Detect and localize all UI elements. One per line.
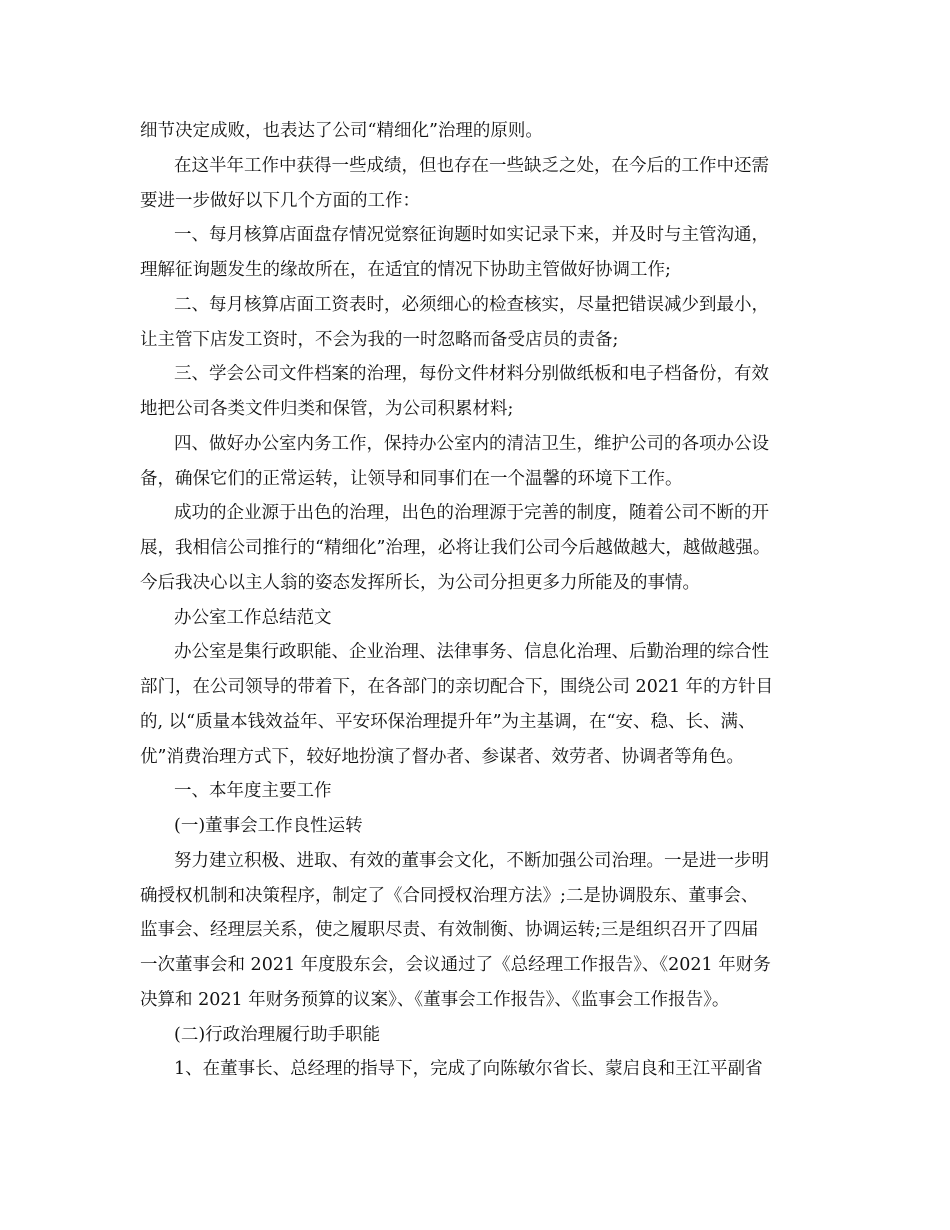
text-line: 三、学会公司文件档案的治理，每份文件材料分别做纸板和电子档备份，有效 [174, 364, 769, 385]
text-line: 优”消费治理方式下，较好地扮演了督办者、参谋者、效劳者、协调者等角色。 [140, 746, 744, 767]
text-line: 部门，在公司领导的带着下，在各部门的亲切配合下，围绕公司 2021 年的方针目 [140, 677, 774, 697]
text-line: 办公室是集行政职能、企业治理、法律事务、信息化治理、后勤治理的综合性 [174, 642, 769, 663]
text-line: 四、做好办公室内务工作，保持办公室内的清洁卫生，维护公司的各项办公设 [174, 433, 769, 454]
text-line: 让主管下店发工资时，不会为我的一时忽略而备受店员的责备; [140, 329, 619, 350]
text-line: 一次董事会和 2021 年度股东会，会议通过了《总经理工作报告》、《2021 年财务 [140, 955, 771, 975]
text-line: 1、在董事长、总经理的指导下，完成了向陈敏尔省长、蒙启良和王江平副省 [174, 1059, 763, 1080]
text-line: 二、每月核算店面工资表时，必须细心的检查核实，尽量把错误减少到最小， [174, 294, 769, 315]
text-line: 展，我相信公司推行的“精细化”治理，必将让我们公司今后越做越大，越做越强。 [140, 538, 771, 558]
text-line: 细节决定成败，也表达了公司“精细化”治理的原则。 [140, 121, 543, 141]
text-line: 理解征询题发生的缘故所在，在适宜的情况下协助主管做好协调工作; [140, 260, 671, 280]
text-line: 一、本年度主要工作 [174, 781, 332, 802]
text-line: 今后我决心以主人翁的姿态发挥所长，为公司分担更多力所能及的事情。 [140, 572, 700, 593]
text-line: 地把公司各类文件归类和保管，为公司积累材料; [140, 399, 514, 419]
text-line: 确授权机制和决策程序，制定了《合同授权治理方法》;二是协调股东、董事会、 [140, 885, 759, 906]
text-line: 成功的企业源于出色的治理，出色的治理源于完善的制度，随着公司不断的开 [174, 503, 769, 524]
text-line: 一、每月核算店面盘存情况觉察征询题时如实记录下来，并及时与主管沟通， [174, 225, 769, 246]
text-line: 办公室工作总结范文 [174, 607, 332, 628]
text-line: 决算和 2021 年财务预算的议案》、《董事会工作报告》、《监事会工作报告》。 [140, 989, 730, 1010]
text-line: 努力建立积极、进取、有效的董事会文化，不断加强公司治理。一是进一步明 [174, 850, 769, 871]
text-line: 要进一步做好以下几个方面的工作： [140, 190, 420, 211]
text-line: 备，确保它们的正常运转，让领导和同事们在一个温馨的环境下工作。 [140, 468, 683, 489]
text-line: 在这半年工作中获得一些成绩，但也存在一些缺乏之处，在今后的工作中还需 [174, 155, 769, 176]
text-line: 监事会、经理层关系，使之履职尽责、有效制衡、协调运转;三是组织召开了四届 [140, 920, 759, 941]
text-line: (二)行政治理履行助手职能 [174, 1024, 381, 1045]
text-line: (一)董事会工作良性运转 [174, 816, 363, 836]
text-line: 的, 以“质量本钱效益年、平安环保治理提升年”为主基调，在“安、稳、长、满、 [140, 711, 756, 732]
document-body [140, 114, 830, 1087]
